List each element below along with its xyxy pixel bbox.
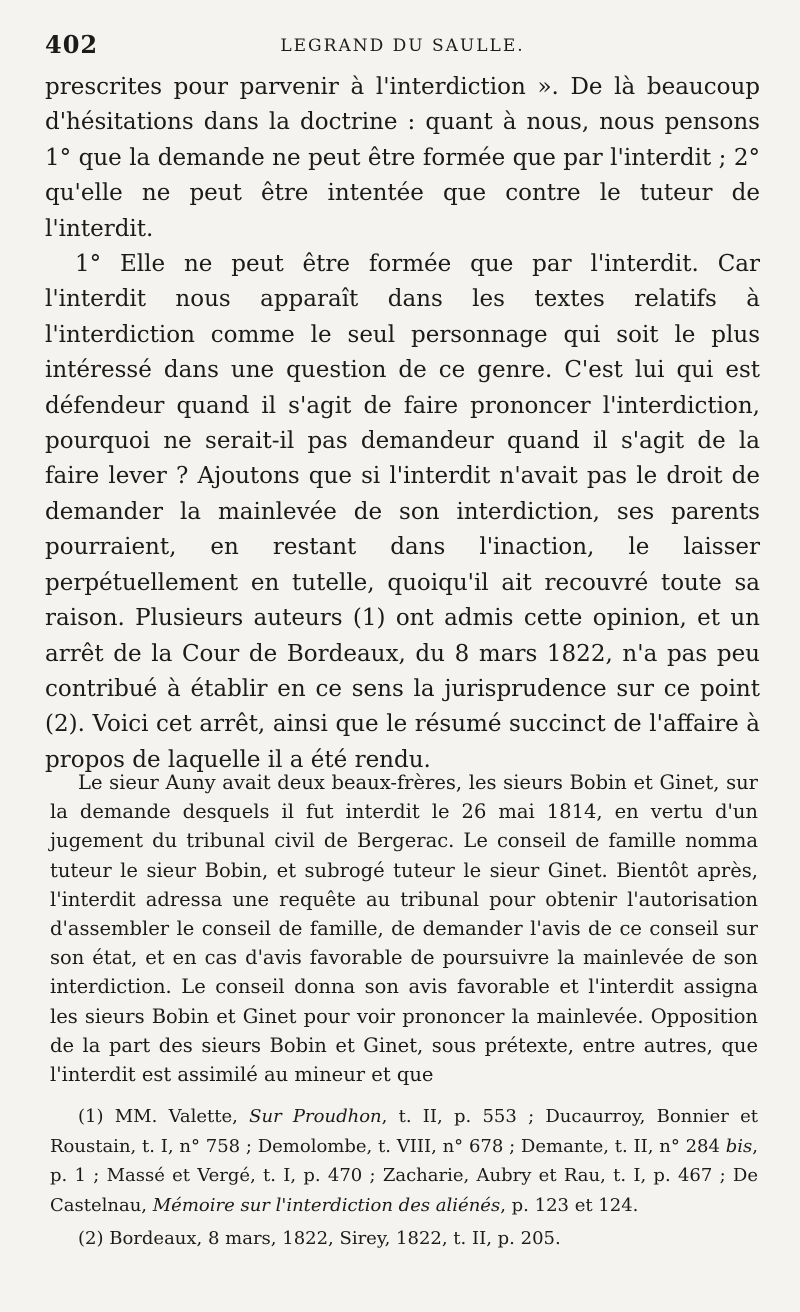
footnote-1-memoire-title: Mémoire sur l'interdiction des aliénés [152, 1194, 501, 1216]
paragraph-argument: 1° Elle ne peut être formée que par l'interdit. Car l'interdit nous apparaît dans les textes relatifs à l'interdiction comme le seul personnage qui soit le plus intéressé dans une question de ce genre. C'est lui qui est défendeur quand il s'agit de faire prononcer l'interdiction, pourquoi ne serait-il pas demandeur quand il s'agit de la faire lever ? Ajoutons que si l'interdit n'avait pas le droit de demander la mainlevée de son interdiction, ses parents pourraient, en restant dans l'inaction, le laisser perpétuellement en tutelle, quoiqu'il ait recouvré toute sa raison. Plusieurs auteurs (1) ont admis cette opinion, et un arrêt de la Cour de Bordeaux, du 8 mars 1822, n'a pas peu contribué à établir en ce sens la jurisprudence sur ce point (2). Voici cet arrêt, ainsi que le résumé succinct de l'affaire à propos de laquelle il a été rendu. [45, 251, 760, 773]
page-number: 402 [45, 30, 99, 59]
page-header [45, 30, 760, 64]
footnote-1-part: (1) MM. Valette, [78, 1106, 250, 1127]
case-paragraph: Le sieur Auny avait deux beaux-frères, les sieurs Bobin et Ginet, sur la demande desquels il fut interdit le 26 mai 1814, en vertu d'un jugement du tribunal civil de Bergerac. Le conseil de famille nomma tuteur le sieur Bobin, et subrogé tuteur le sieur Ginet. Bientôt après, l'interdit adressa une requête au tribunal pour obtenir l'autorisation d'assembler le conseil de famille, de demander l'avis de ce conseil sur son état, et en cas d'avis favorable de poursuivre la mainlevée de son interdiction. Le conseil donna son avis favorable et l'interdit assigna les sieurs Bobin et Ginet pour voir prononcer la mainlevée. Opposition de la part des sieurs Bobin et Ginet, sous prétexte, entre autres, que l'interdit est assimilé au mineur et que [50, 771, 758, 1087]
paragraph-continuation: prescrites pour parvenir à l'interdiction ». De là beaucoup d'hésitations dans la doctrine : quant à nous, nous pensons 1° que la demande ne peut être formée que par l'interdit ; 2° qu'elle ne peut être intentée que contre le tuteur de l'interdit. [45, 74, 760, 242]
footnote-1 [50, 1102, 758, 1220]
footnote-1-part: , p. 123 et 124. [500, 1194, 639, 1216]
footnote-1-title: Sur Proudhon [249, 1106, 382, 1127]
main-text [45, 70, 760, 778]
footnote-2: (2) Bordeaux, 8 mars, 1822, Sirey, 1822, t. II, p. 205. [78, 1228, 561, 1249]
footnote-1-bis: bis [725, 1135, 753, 1157]
running-head: LEGRAND DU SAULLE. [280, 36, 525, 56]
footnote-1-part: , p. 1 ; Massé et Vergé, t. I, p. 470 ; Zacharie, Aubry et Rau, t. I, p. 467 ; De Castelnau, [50, 1135, 758, 1216]
case-summary [50, 768, 758, 1089]
footnote-1-part: , t. II, p. 553 ; Ducaurroy, Bonnier et Roustain, t. I, n° 758 ; Demolombe, t. VIII, n° 678 ; Demante, t. II, n° 284 [50, 1106, 758, 1157]
footnotes [50, 1102, 758, 1254]
